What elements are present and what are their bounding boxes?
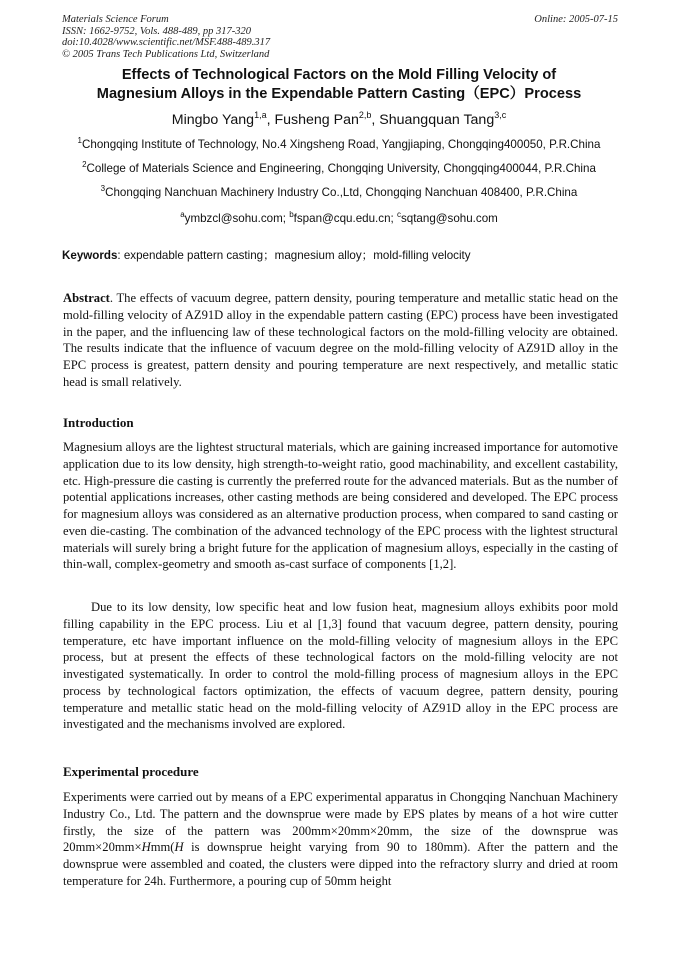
journal-header	[62, 14, 618, 60]
title-line-2: Magnesium Alloys in the Expendable Pattern Casting（EPC）Process	[96, 86, 582, 102]
doi-line: doi:10.4028/www.scientific.net/MSF.488-489.317	[62, 37, 271, 49]
experimental-paragraph-1: Experiments were carried out by means of a EPC experimental apparatus in Chongqing Nanchuan Machinery Industry Co., Ltd. The pattern and the downsprue were made by EPS plates by means of a hot wire cutter firstly, the size of the pattern was 200mm×20mm×20mm, the size of the downsprue was 20mm×20mm×Hmm(H is downsprue height varying from 90 to 180mm). After the pattern and the downsprue were assembled and coated, the clusters were dipped into the refractory slurry and dried at room temperature for 24h. Furthermore, a pouring cup of 50mm height	[63, 790, 618, 888]
keywords	[62, 249, 618, 263]
author-superscript: 1,a	[254, 110, 267, 120]
journal-name: Materials Science Forum	[62, 14, 169, 25]
keywords-label: Keywords	[62, 249, 118, 262]
issn-line: ISSN: 1662-9752, Vols. 488-489, pp 317-320	[62, 25, 251, 37]
abstract	[63, 290, 618, 391]
paper-title	[40, 66, 638, 104]
experimental-heading: Experimental procedure	[63, 764, 199, 779]
affiliation-2: $^2$College of Materials Science and Engineering, Chongqing University, Chongqing400044, P.R.China	[82, 160, 596, 175]
keywords-text: : expendable pattern casting；magnesium alloy；mold-filling velocity	[117, 249, 471, 262]
affiliation-1: $^1$Chongqing Institute of Technology, No.4 Xingsheng Road, Yangjiaping, Chongqing400050, P.R.China	[77, 136, 601, 151]
email-link[interactable]: sqtang@sohu.com	[400, 212, 498, 225]
introduction-paragraph-2: Due to its low density, low specific heat and low fusion heat, magnesium alloys exhibits poor mold filling capability in the EPC process. Liu et al [1,3] found that vacuum degree, pattern density, pouring temperature, etc have important influence on the mold-filling velocity of magnesium alloys in the EPC process, but at present the effects of these technological factors on the mold-filling velocity are not investigated systematically. In order to control the mold-filling process of magnesium alloys in the EPC process by technological factors optimization, the effects of vacuum degree, pattern density, pouring temperature and metallic static head on the mold-filling velocity of AZ91D alloy in the EPC process are investigated and the mechanisms involved are explored.	[63, 600, 618, 732]
author-name: Fusheng Pan	[274, 112, 359, 128]
introduction-paragraph-1: Magnesium alloys are the lightest structural materials, which are gaining increased importance for automotive application due to its low density, high strength-to-weight ratio, good machinability, and excellent castability, etc. High-pressure die casting is currently the preferred route for the advanced materials. But as the number of potential applications increases, other casting methods are being considered and developed. The EPC process for magnesium alloys was considered as an alternative production process, when compared to sand casting or even die-casting. The combination of the advanced technology of the EPC process with the lightest structural materials will surely bring a bright future for the application of magnesium alloys, especially in the casting of thin-wall, complex-geometry and smooth as-cast surface of components [1,2].	[63, 440, 618, 572]
online-date: Online: 2005-07-15	[534, 14, 618, 25]
author-name: Shuangquan Tang	[379, 112, 495, 128]
abstract-label: Abstract	[63, 291, 110, 305]
author-list: Mingbo Yang$^{1,a}$, Fusheng Pan$^{2,b}$, Shuangquan Tang$^{3,c}$	[171, 110, 507, 128]
email-line: $^a$ymbzcl@sohu.com; $^b$fspan@cqu.edu.cn; $^c$sqtang@sohu.com	[180, 210, 498, 225]
affiliation-3: $^3$Chongqing Nanchuan Machinery Industry Co.,Ltd, Chongqing Nanchuan 408400, P.R.China	[100, 184, 578, 199]
author-name: Mingbo Yang	[171, 112, 255, 128]
title-line-1: Effects of Technological Factors on the Mold Filling Velocity of	[121, 67, 557, 83]
copyright-line: © 2005 Trans Tech Publications Ltd, Switzerland	[62, 48, 270, 60]
abstract-text: . The effects of vacuum degree, pattern density, pouring temperature and metallic static head on the mold-filling velocity of AZ91D alloy in the expendable pattern casting (EPC) process have been investigated in the paper, and the influencing law of these technological factors on the mold-filling velocity are obtained. The results indicate that the influence of vacuum degree on the mold-filling velocity of AZ91D alloy in the EPC process is greatest, pattern density and pouring temperature are next respectively, and metallic static head is small relatively.	[63, 291, 618, 389]
author-superscript: 3,c	[494, 110, 507, 120]
author-superscript: 2,b	[358, 110, 372, 120]
email-link[interactable]: ymbzcl@sohu.com;	[184, 212, 290, 225]
introduction-heading: Introduction	[63, 415, 134, 430]
email-link[interactable]: fspan@cqu.edu.cn;	[293, 212, 397, 225]
